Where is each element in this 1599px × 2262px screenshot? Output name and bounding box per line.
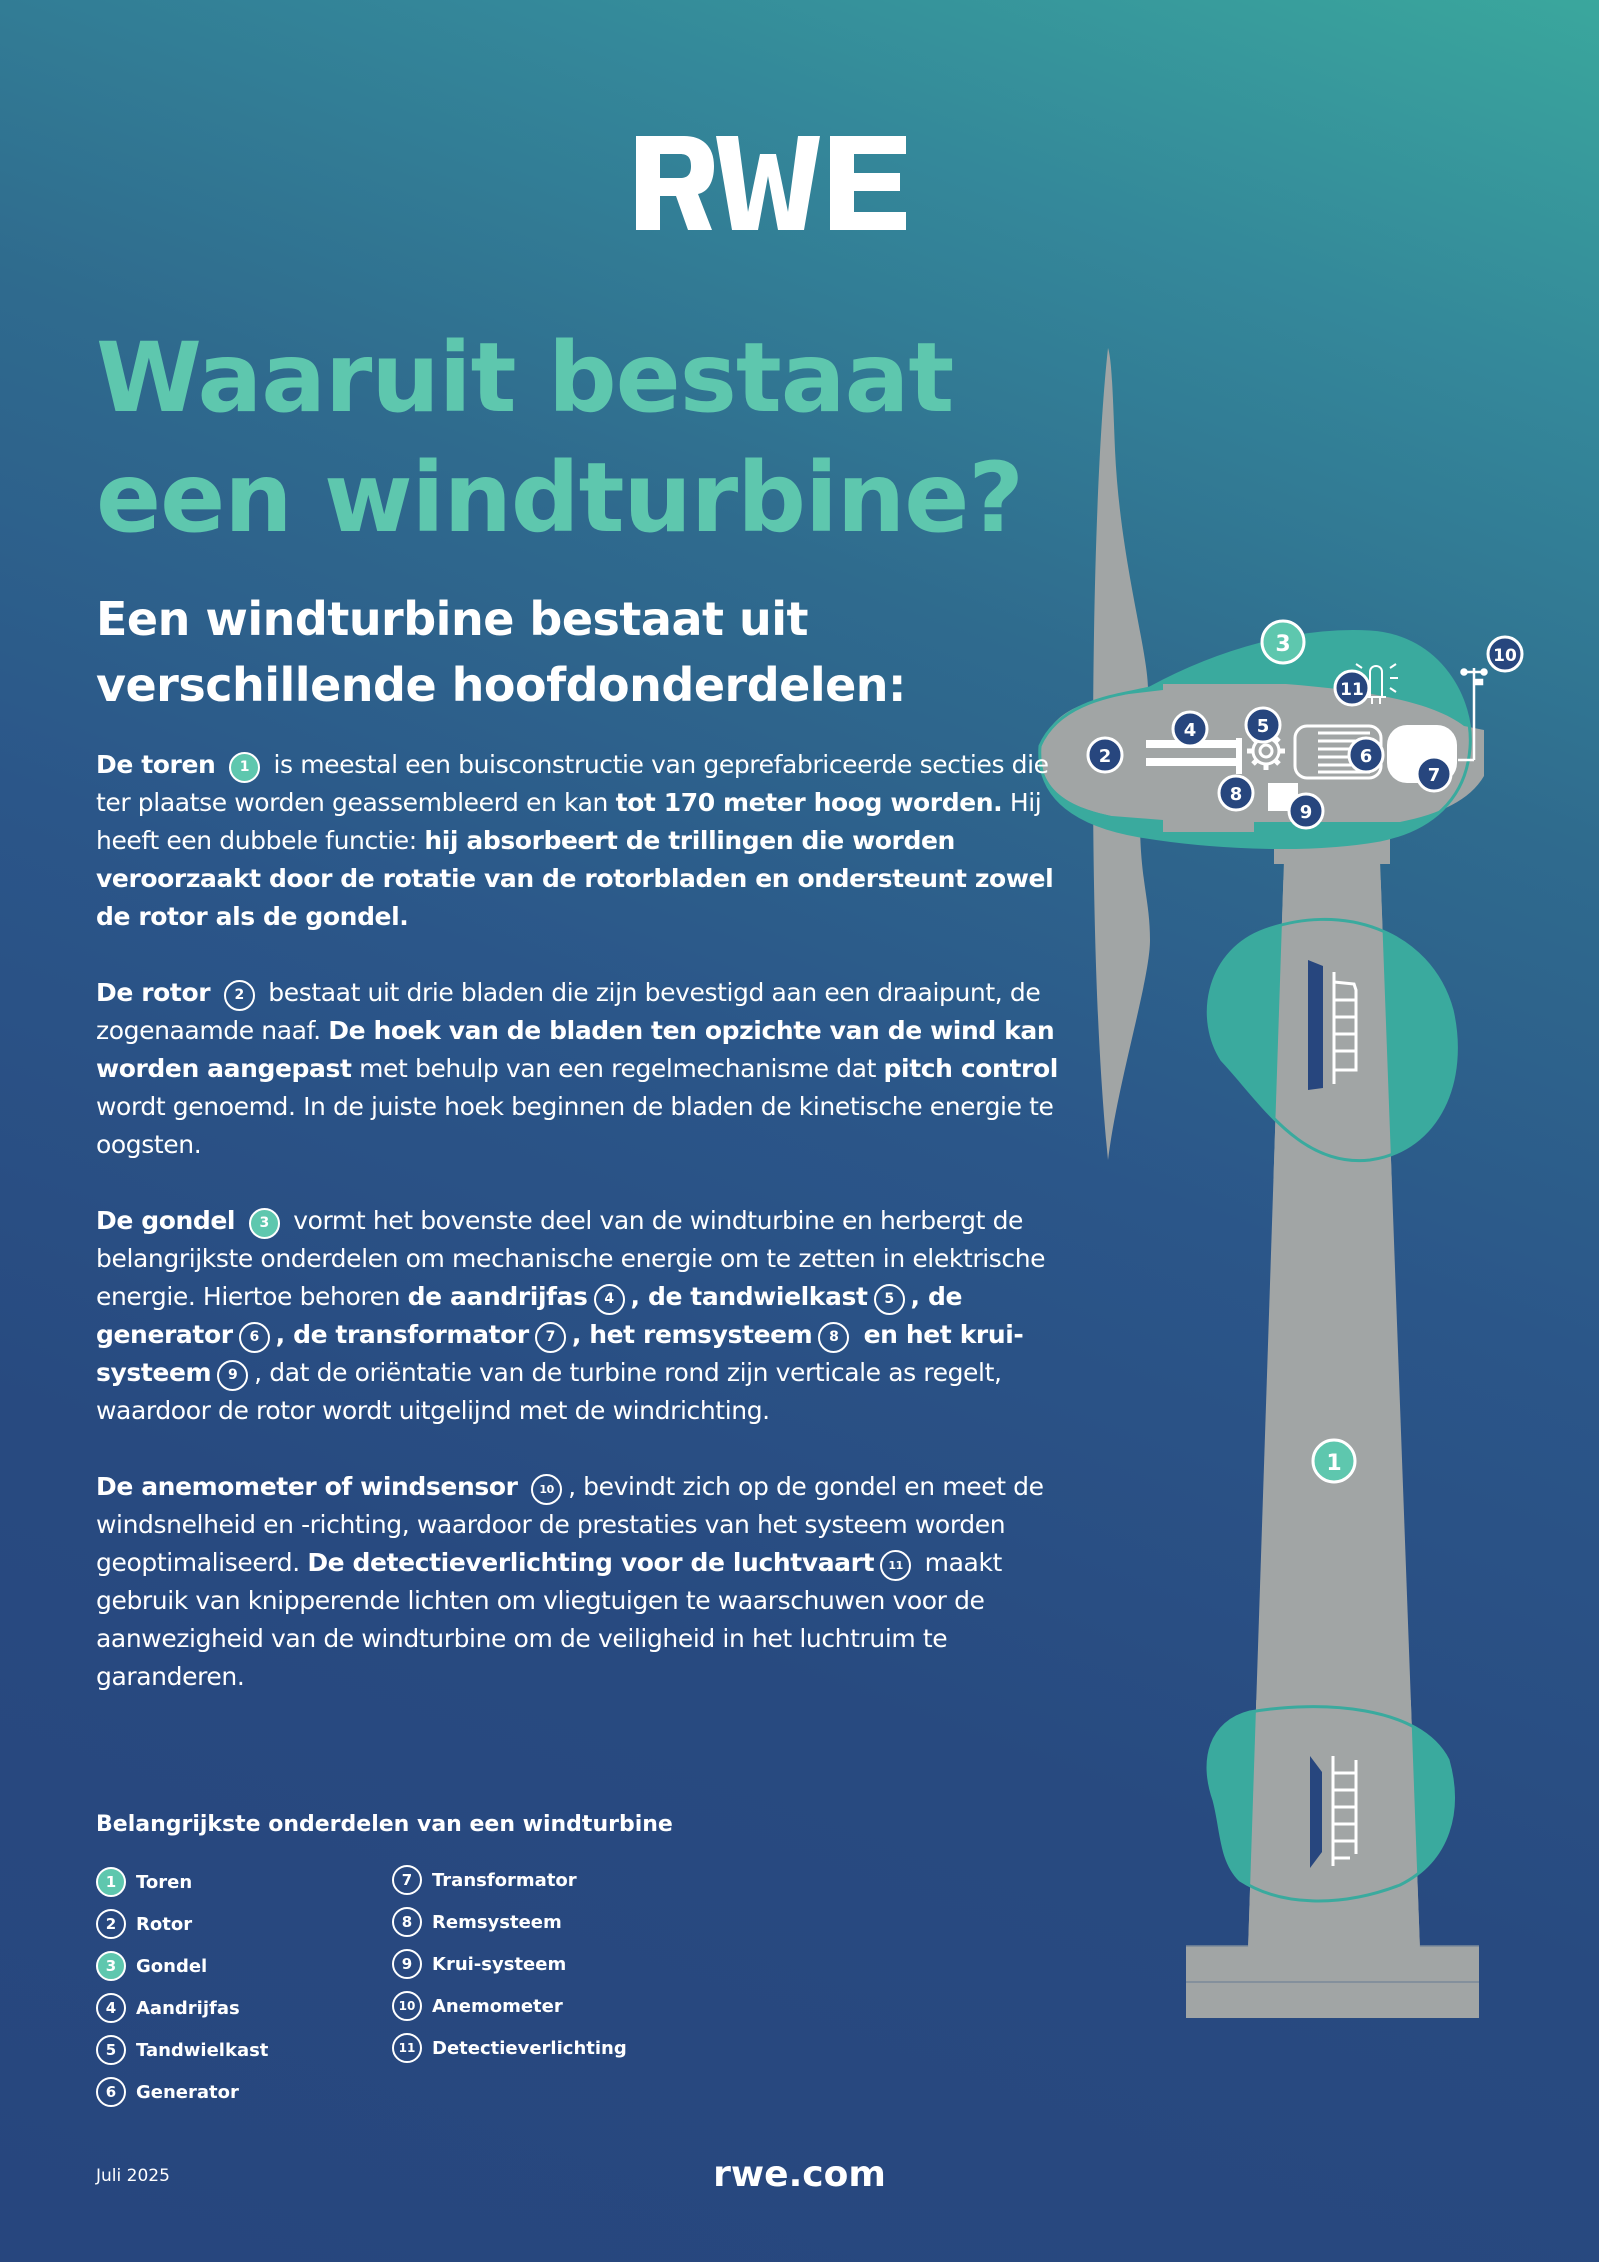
badge-9 [1289, 794, 1323, 828]
badge-11-icon: 11 [880, 1550, 911, 1581]
legend-item: 10 Anemometer [392, 1985, 688, 2027]
svg-text:9: 9 [1299, 802, 1313, 823]
page-title [96, 318, 1056, 558]
badge-icon: 11 [392, 2033, 422, 2063]
website-link[interactable]: rwe.com [713, 2154, 886, 2195]
legend-item: 3 Gondel [96, 1945, 392, 1987]
door-icon-lower [1310, 1756, 1322, 1868]
badge-1 [1313, 1440, 1355, 1482]
badge-11 [1335, 671, 1369, 705]
legend-item: 2 Rotor [96, 1903, 392, 1945]
legend-item: 6 Generator [96, 2071, 392, 2113]
badge-icon: 4 [96, 1993, 126, 2023]
badge-9-icon: 9 [217, 1360, 248, 1391]
title-line-2: een windturbine? [96, 442, 1023, 554]
badge-icon: 10 [392, 1991, 422, 2021]
badge-2 [1088, 738, 1122, 772]
svg-text:7: 7 [1427, 765, 1441, 786]
badge-3 [1262, 621, 1304, 663]
parts-legend [96, 1812, 696, 2113]
badge-1-icon: 1 [229, 752, 260, 783]
badge-10 [1488, 637, 1522, 671]
svg-text:11: 11 [1340, 680, 1364, 700]
badge-5 [1246, 708, 1280, 742]
badge-6 [1349, 738, 1383, 772]
page-subtitle [96, 586, 1056, 718]
svg-text:1: 1 [1326, 1451, 1342, 1476]
badge-2-icon: 2 [224, 980, 255, 1011]
svg-text:3: 3 [1275, 632, 1291, 657]
legend-item: 7 Transformator [392, 1859, 688, 1901]
legend-item: 9 Krui-systeem [392, 1943, 688, 1985]
badge-icon: 1 [96, 1867, 126, 1897]
legend-item: 8 Remsysteem [392, 1901, 688, 1943]
badge-3-icon: 3 [249, 1208, 280, 1239]
badge-8-icon: 8 [818, 1322, 849, 1353]
svg-text:4: 4 [1183, 720, 1197, 741]
badge-5-icon: 5 [874, 1284, 905, 1315]
legend-column-right [392, 1859, 688, 2113]
svg-text:2: 2 [1098, 746, 1112, 767]
subtitle-line-1: Een windturbine bestaat uit [96, 592, 808, 646]
badge-6-icon: 6 [239, 1322, 270, 1353]
legend-item: 11 Detectieverlichting [392, 2027, 688, 2069]
section-gondel: De gondel 3 vormt het bovenste deel van de windturbine en herbergt de belangrijkste onderdelen om mechanische energie om te zetten in elektrische energie. Hiertoe behoren de aandrijfas 4 , de tandwielkast 5 , de generator 6 , de transformator 7 , het remsysteem 8 en het krui-systeem 9 , dat de oriëntatie van de turbine rond zijn verticale as regelt, waardoor de rotor wordt uitgelijnd met de windrichting. [96, 1206, 1046, 1425]
badge-icon: 9 [392, 1949, 422, 1979]
legend-item: 4 Aandrijfas [96, 1987, 392, 2029]
svg-text:8: 8 [1229, 784, 1243, 805]
badge-10-icon: 10 [531, 1474, 562, 1505]
legend-item: 5 Tandwielkast [96, 2029, 392, 2071]
svg-text:6: 6 [1359, 746, 1373, 767]
badge-8 [1219, 776, 1253, 810]
rwe-logo [636, 136, 958, 230]
title-line-1: Waaruit bestaat [96, 322, 954, 434]
legend-title: Belangrijkste onderdelen van een windturbine [96, 1812, 673, 1837]
badge-icon: 8 [392, 1907, 422, 1937]
svg-text:5: 5 [1256, 716, 1270, 737]
section-rotor: De rotor 2 bestaat uit drie bladen die zijn bevestigd aan een draaipunt, de zogenaamde naaf. De hoek van de bladen ten opzichte van de wind kan worden aangepast met behulp van een regelmechanisme dat pitch control wordt genoemd. In de juiste hoek beginnen de bladen de kinetische energie te oogsten. [96, 978, 1058, 1159]
door-icon [1308, 960, 1323, 1090]
badge-7 [1417, 757, 1451, 791]
body-text [96, 746, 1076, 1734]
badge-7-icon: 7 [535, 1322, 566, 1353]
publication-date: Juli 2025 [96, 2166, 170, 2186]
badge-icon: 6 [96, 2077, 126, 2107]
badge-4-icon: 4 [594, 1284, 625, 1315]
badge-icon: 3 [96, 1951, 126, 1981]
badge-icon: 2 [96, 1909, 126, 1939]
badge-icon: 7 [392, 1865, 422, 1895]
badge-4 [1173, 712, 1207, 746]
badge-icon: 5 [96, 2035, 126, 2065]
legend-item: 1 Toren [96, 1861, 392, 1903]
section-anemometer: De anemometer of windsensor 10 , bevindt zich op de gondel en meet de windsnelheid en -richting, waardoor de prestaties van het systeem worden geoptimaliseerd. De detectieverlichting voor de luchtvaart 11 maakt gebruik van knipperende lichten om vliegtuigen te waarschuwen voor de aanwezigheid van de windturbine om de veiligheid in het luchtruim te garanderen. [96, 1472, 1044, 1691]
legend-column-left [96, 1861, 392, 2113]
svg-text:10: 10 [1493, 646, 1517, 666]
section-toren: De toren 1 is meestal een buisconstructie van geprefabriceerde secties die ter plaatse worden geassembleerd en kan tot 170 meter hoog worden. Hij heeft een dubbele functie: hij absorbeert de trillingen die worden veroorzaakt door de rotatie van de rotorbladen en ondersteunt zowel de rotor als de gondel. [96, 750, 1054, 931]
subtitle-line-2: verschillende hoofdonderdelen: [96, 658, 906, 712]
